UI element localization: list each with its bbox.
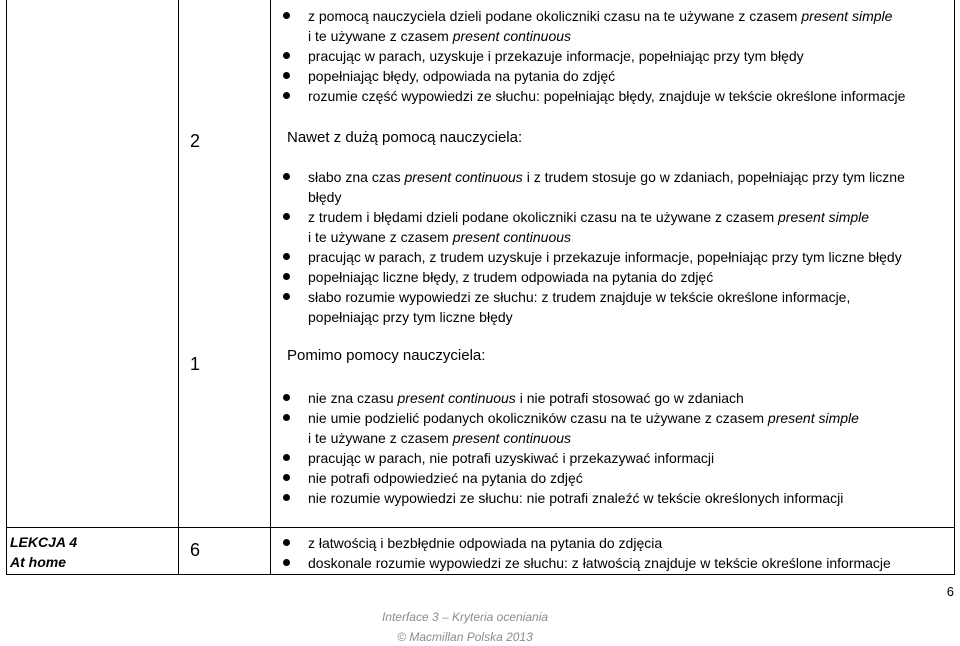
- grade-text-divider: [270, 0, 271, 574]
- table-left-border: [6, 0, 7, 574]
- table-right-border: [954, 0, 955, 574]
- grade-6-label: 6: [190, 540, 201, 560]
- grade-6-criteria-list: [282, 533, 947, 573]
- grade-1-criteria-list: [282, 388, 947, 508]
- list-item: słabo zna czas present continuous i z trudem stosuje go w zdaniach, popełniając przy tym liczne błędy: [282, 167, 947, 207]
- footer-title: Interface 3 – Kryteria oceniania: [381, 610, 549, 624]
- list-item: z pomocą nauczyciela dzieli podane okoliczniki czasu na te używane z czasem present simple i te używane z czasem present continuous: [282, 6, 947, 46]
- footer-copyright: © Macmillan Polska 2013: [397, 630, 533, 644]
- list-item: pracując w parach, z trudem uzyskuje i przekazuje informacje, popełniając przy tym liczne błędy: [282, 247, 947, 267]
- lesson-row-top-border: [6, 527, 955, 528]
- grade-2-criteria-list: [282, 167, 947, 327]
- lesson-subtitle: At home: [10, 554, 66, 570]
- grade-1-heading: Pomimo pomocy nauczyciela:: [287, 347, 486, 364]
- list-item: nie potrafi odpowiedzieć na pytania do zdjęć: [282, 468, 947, 488]
- list-item: nie zna czasu present continuous i nie potrafi stosować go w zdaniach: [282, 388, 947, 408]
- grade-2-label: 2: [190, 131, 201, 151]
- grade-column-divider: [178, 0, 179, 574]
- page-number: 6: [946, 584, 954, 599]
- grade-1-label: 1: [190, 354, 201, 374]
- list-item: popełniając liczne błędy, z trudem odpowiada na pytania do zdjęć: [282, 267, 947, 287]
- list-item: z łatwością i bezbłędnie odpowiada na pytania do zdjęcia: [282, 533, 947, 553]
- grade-2-heading: Nawet z dużą pomocą nauczyciela:: [287, 129, 523, 146]
- list-item: z trudem i błędami dzieli podane okoliczniki czasu na te używane z czasem present simple i te używane z czasem present continuous: [282, 207, 947, 247]
- table-bottom-border: [6, 574, 955, 575]
- list-item: doskonale rozumie wypowiedzi ze słuchu: z łatwością znajduje w tekście określone informacje: [282, 553, 947, 573]
- lesson-title: LEKCJA 4: [10, 534, 78, 550]
- list-item: rozumie część wypowiedzi ze słuchu: popełniając błędy, znajduje w tekście określone informacje: [282, 86, 947, 106]
- list-item: nie umie podzielić podanych okoliczników czasu na te używane z czasem present simple i te używane z czasem present continuous: [282, 408, 947, 448]
- top-criteria-list: [282, 6, 947, 106]
- list-item: nie rozumie wypowiedzi ze słuchu: nie potrafi znaleźć w tekście określonych informacji: [282, 488, 947, 508]
- list-item: słabo rozumie wypowiedzi ze słuchu: z trudem znajduje w tekście określone informacje, popełniając przy tym liczne błędy: [282, 287, 947, 327]
- list-item: popełniając błędy, odpowiada na pytania do zdjęć: [282, 66, 947, 86]
- list-item: pracując w parach, uzyskuje i przekazuje informacje, popełniając przy tym błędy: [282, 46, 947, 66]
- list-item: pracując w parach, nie potrafi uzyskiwać i przekazywać informacji: [282, 448, 947, 468]
